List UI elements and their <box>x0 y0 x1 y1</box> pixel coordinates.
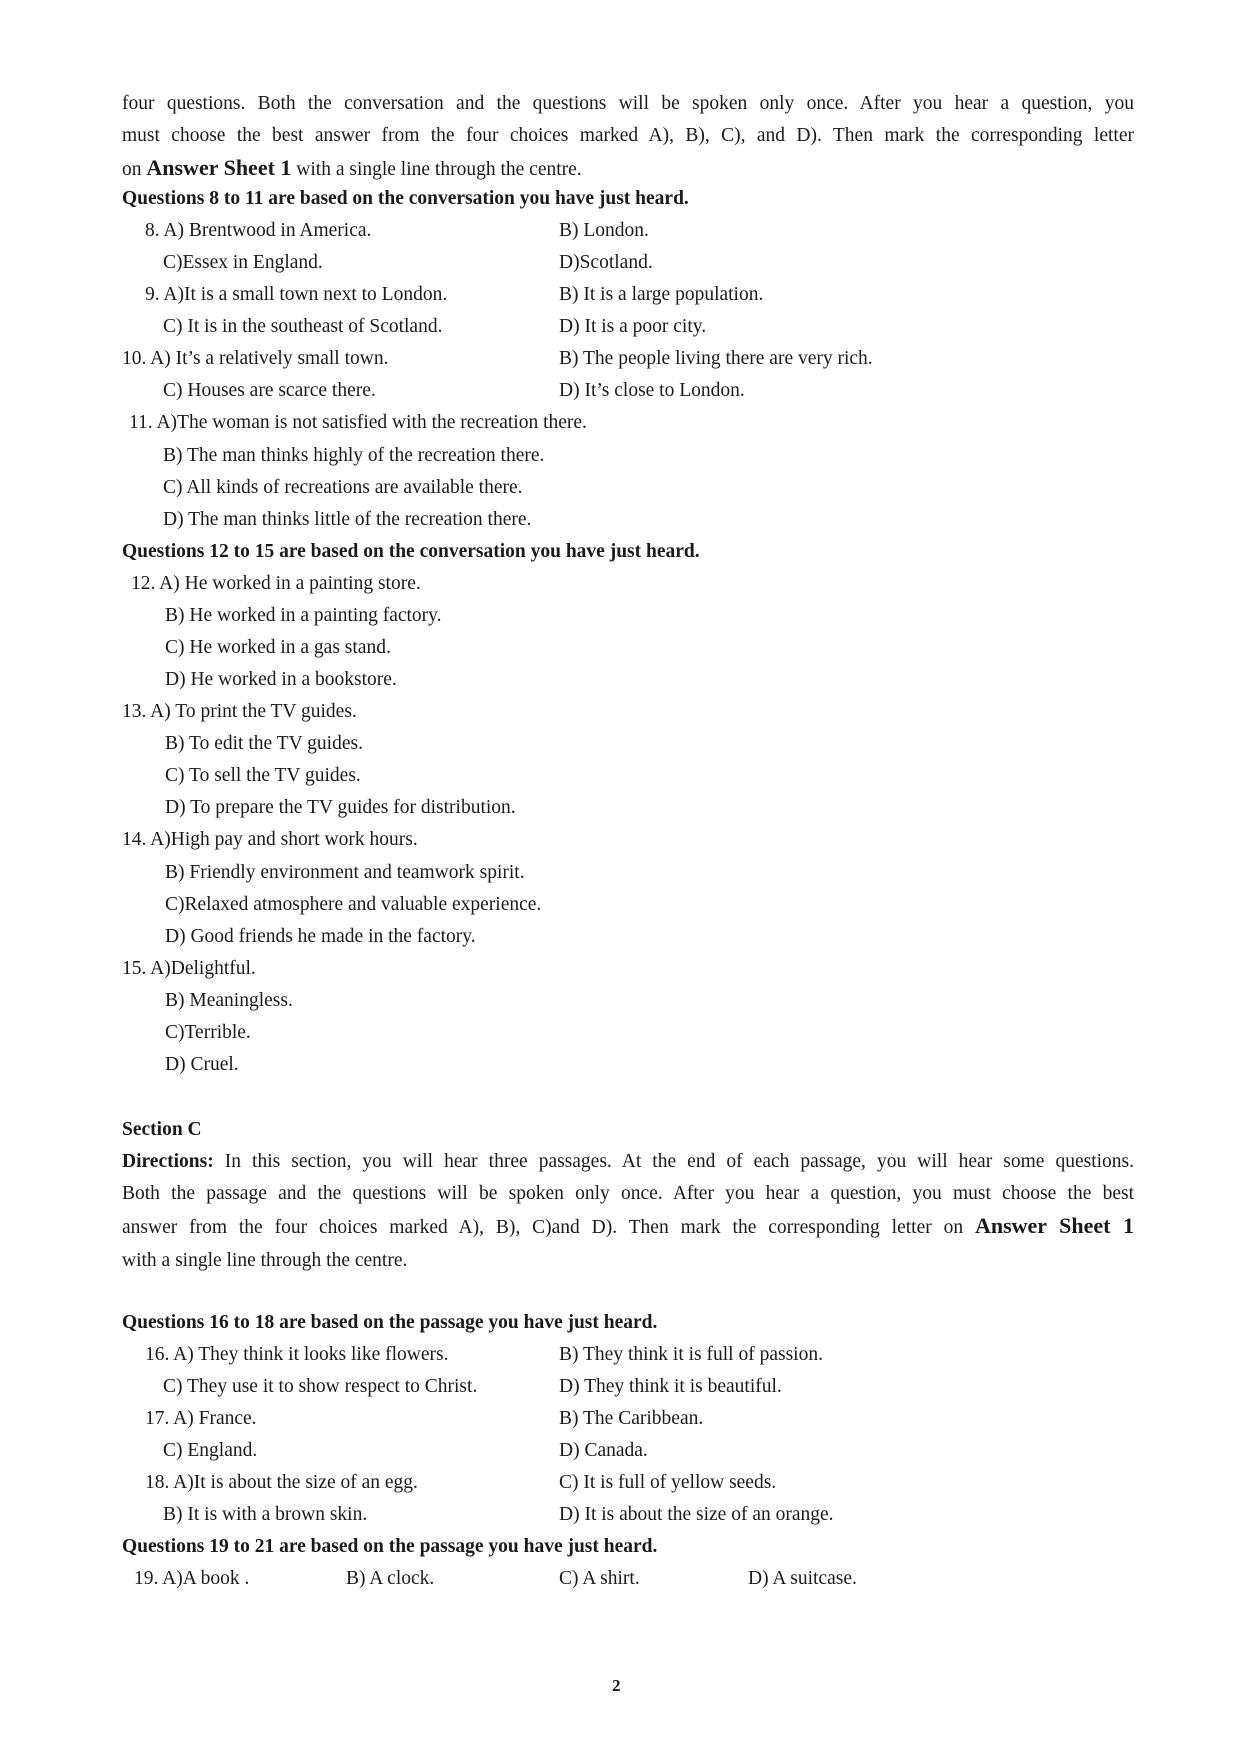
q13-option-d: D) To prepare the TV guides for distribution. <box>165 797 516 818</box>
directions-line-1-text: In this section, you will hear three passages. At the end of each passage, you will hear some questions. <box>213 1151 1134 1172</box>
q8-option-c: C)Essex in England. <box>163 252 323 273</box>
directions-line-2: Both the passage and the questions will be spoken only once. After you hear a question, you must choose the best <box>122 1183 1134 1205</box>
q16-option-d: D) They think it is beautiful. <box>559 1376 782 1397</box>
intro-line-2: must choose the best answer from the four choices marked A), B), C), and D). Then mark the corresponding letter <box>122 125 1134 147</box>
q14-option-d: D) Good friends he made in the factory. <box>165 926 476 947</box>
answer-sheet-emphasis-2: Answer Sheet 1 <box>974 1213 1135 1239</box>
q18-option-a: 18. A)It is about the size of an egg. <box>145 1472 418 1493</box>
q19-option-c: C) A shirt. <box>559 1568 640 1589</box>
q10-option-b: B) The people living there are very rich. <box>559 348 873 369</box>
q15-option-b: B) Meaningless. <box>165 990 293 1011</box>
q16-option-a: 16. A) They think it looks like flowers. <box>145 1344 449 1365</box>
q15-option-a: 15. A)Delightful. <box>122 958 256 979</box>
intro-line-3 <box>122 152 1134 186</box>
q10-option-a: 10. A) It’s a relatively small town. <box>122 348 389 369</box>
q8-option-b: B) London. <box>559 220 649 241</box>
q9-option-b: B) It is a large population. <box>559 284 764 305</box>
section-c-title: Section C <box>122 1119 202 1140</box>
directions-line-4: with a single line through the centre. <box>122 1249 408 1271</box>
intro-line-3-suffix: with a single line through the centre. <box>291 159 582 181</box>
q12-option-d: D) He worked in a bookstore. <box>165 669 397 690</box>
q18-option-d: D) It is about the size of an orange. <box>559 1504 834 1525</box>
answer-sheet-emphasis: Answer Sheet 1 <box>146 155 292 181</box>
section-c-directions <box>122 1146 1134 1277</box>
q10-option-c: C) Houses are scarce there. <box>163 380 376 401</box>
q15-option-c: C)Terrible. <box>165 1022 251 1043</box>
q12-option-c: C) He worked in a gas stand. <box>165 637 391 658</box>
group-heading-19-21: Questions 19 to 21 are based on the passage you have just heard. <box>122 1536 658 1557</box>
page-number: 2 <box>612 1676 621 1695</box>
q13-option-c: C) To sell the TV guides. <box>165 765 361 786</box>
q19-option-b: B) A clock. <box>346 1568 435 1589</box>
q12-option-a: 12. A) He worked in a painting store. <box>131 573 421 594</box>
q14-option-c: C)Relaxed atmosphere and valuable experience. <box>165 894 542 915</box>
intro-line-1: four questions. Both the conversation and the questions will be spoken only once. After you hear a question, you <box>122 93 1134 114</box>
intro-line-3-prefix: on <box>122 159 147 181</box>
q11-option-a: 11. A)The woman is not satisfied with the recreation there. <box>129 412 587 433</box>
q17-option-d: D) Canada. <box>559 1440 648 1461</box>
intro-directions <box>122 88 1134 187</box>
directions-line-1 <box>122 1146 1134 1178</box>
q19-option-d: D) A suitcase. <box>748 1568 857 1589</box>
q17-option-a: 17. A) France. <box>145 1408 257 1429</box>
q8-option-a: 8. A) Brentwood in America. <box>145 220 372 241</box>
directions-line-3-text: answer from the four choices marked A), B), C)and D). Then mark the corresponding letter on <box>122 1217 975 1239</box>
q16-option-b: B) They think it is full of passion. <box>559 1344 823 1365</box>
q11-option-b: B) The man thinks highly of the recreation there. <box>163 445 545 466</box>
group-heading-12-15: Questions 12 to 15 are based on the conversation you have just heard. <box>122 541 700 562</box>
directions-label: Directions: <box>122 1151 214 1172</box>
q12-option-b: B) He worked in a painting factory. <box>165 605 442 626</box>
q16-option-c: C) They use it to show respect to Christ. <box>163 1376 478 1397</box>
q17-option-c: C) England. <box>163 1440 258 1461</box>
q10-option-d: D) It’s close to London. <box>559 380 745 401</box>
q15-option-d: D) Cruel. <box>165 1054 239 1075</box>
q19-option-a: 19. A)A book . <box>134 1568 250 1589</box>
q9-option-a: 9. A)It is a small town next to London. <box>145 284 448 305</box>
q18-option-b: B) It is with a brown skin. <box>163 1504 368 1525</box>
q14-option-a: 14. A)High pay and short work hours. <box>122 829 418 850</box>
directions-line-3 <box>122 1210 1134 1244</box>
q13-option-b: B) To edit the TV guides. <box>165 733 363 754</box>
q14-option-b: B) Friendly environment and teamwork spirit. <box>165 862 525 883</box>
q9-option-d: D) It is a poor city. <box>559 316 707 337</box>
q8-option-d: D)Scotland. <box>559 252 653 273</box>
q11-option-d: D) The man thinks little of the recreation there. <box>163 509 532 530</box>
q17-option-b: B) The Caribbean. <box>559 1408 704 1429</box>
group-heading-16-18: Questions 16 to 18 are based on the passage you have just heard. <box>122 1312 658 1333</box>
group-heading-8-11: Questions 8 to 11 are based on the conversation you have just heard. <box>122 188 689 209</box>
q11-option-c: C) All kinds of recreations are available there. <box>163 477 523 498</box>
q18-option-c: C) It is full of yellow seeds. <box>559 1472 777 1493</box>
q9-option-c: C) It is in the southeast of Scotland. <box>163 316 443 337</box>
q13-option-a: 13. A) To print the TV guides. <box>122 701 357 722</box>
